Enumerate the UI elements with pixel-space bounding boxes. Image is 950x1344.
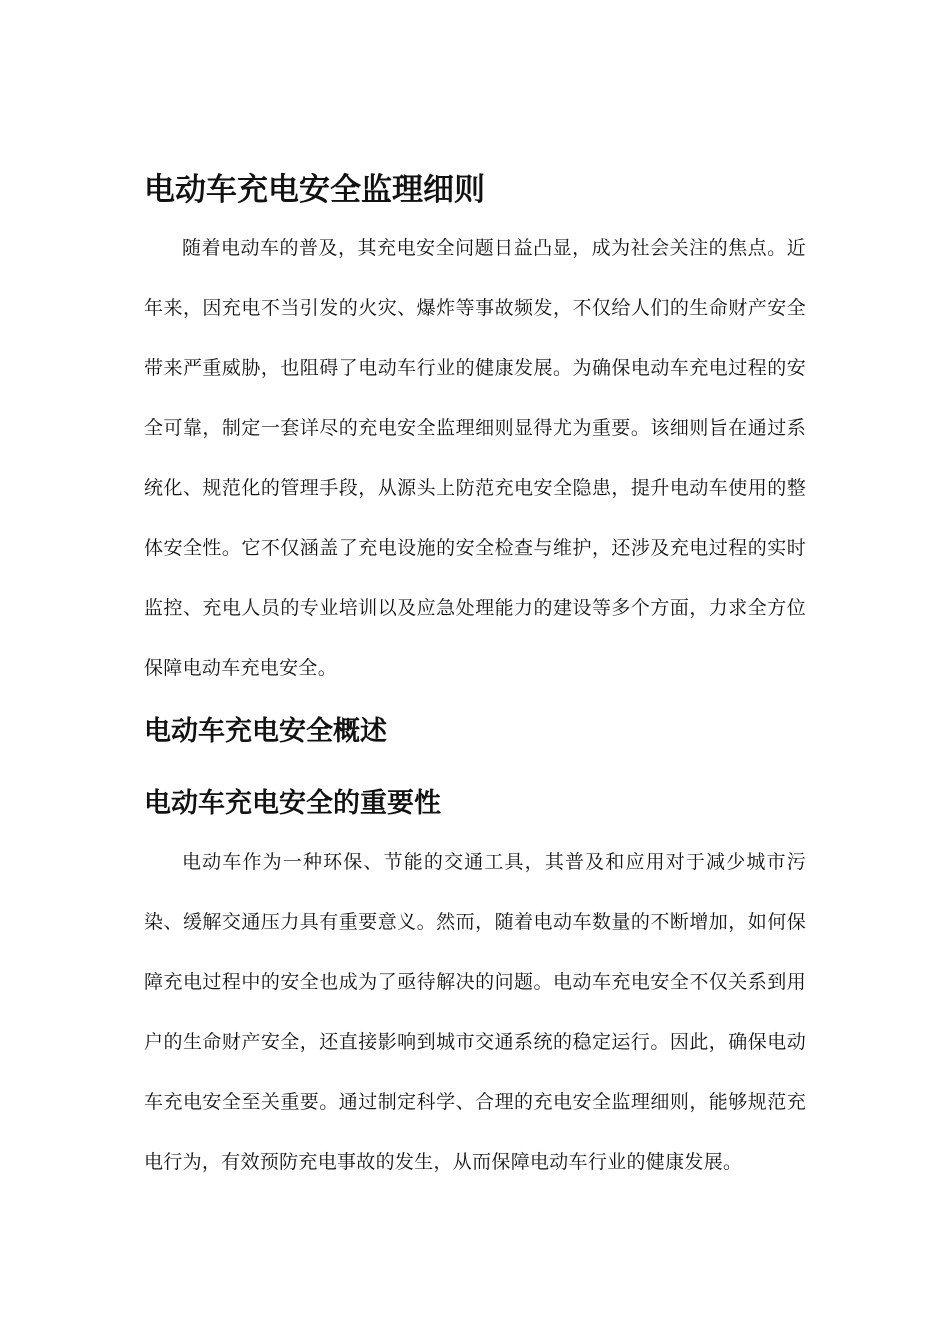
document-content [144, 166, 806, 1192]
section-heading-importance: 电动车充电安全的重要性 [144, 788, 441, 819]
section-heading-overview: 电动车充电安全概述 [144, 716, 387, 747]
intro-paragraph: 随着电动车的普及，其充电安全问题日益凸显，成为社会关注的焦点。近年来，因充电不当引发的火灾、爆炸等事故频发，不仅给人们的生命财产安全带来严重威胁，也阻碍了电动车行业的健康发展。为确保电动车充电过程的安全可靠，制定一套详尽的充电安全监理细则显得尤为重要。该细则旨在通过系统化、规范化的管理手段，从源头上防范充电安全隐患，提升电动车使用的整体安全性。它不仅涵盖了充电设施的安全检查与维护，还涉及充电过程的实时监控、充电人员的专业培训以及应急处理能力的建设等多个方面，力求全方位保障电动车充电安全。 [144, 237, 806, 679]
importance-paragraph: 电动车作为一种环保、节能的交通工具，其普及和应用对于减少城市污染、缓解交通压力具有重要意义。然而，随着电动车数量的不断增加，如何保障充电过程中的安全也成为了亟待解决的问题。电动车充电安全不仅关系到用户的生命财产安全，还直接影响到城市交通系统的稳定运行。因此，确保电动车充电安全至关重要。通过制定科学、合理的充电安全监理细则，能够规范充电行为，有效预防充电事故的发生，从而保障电动车行业的健康发展。 [144, 851, 806, 1173]
document-title: 电动车充电安全监理细则 [144, 172, 485, 208]
